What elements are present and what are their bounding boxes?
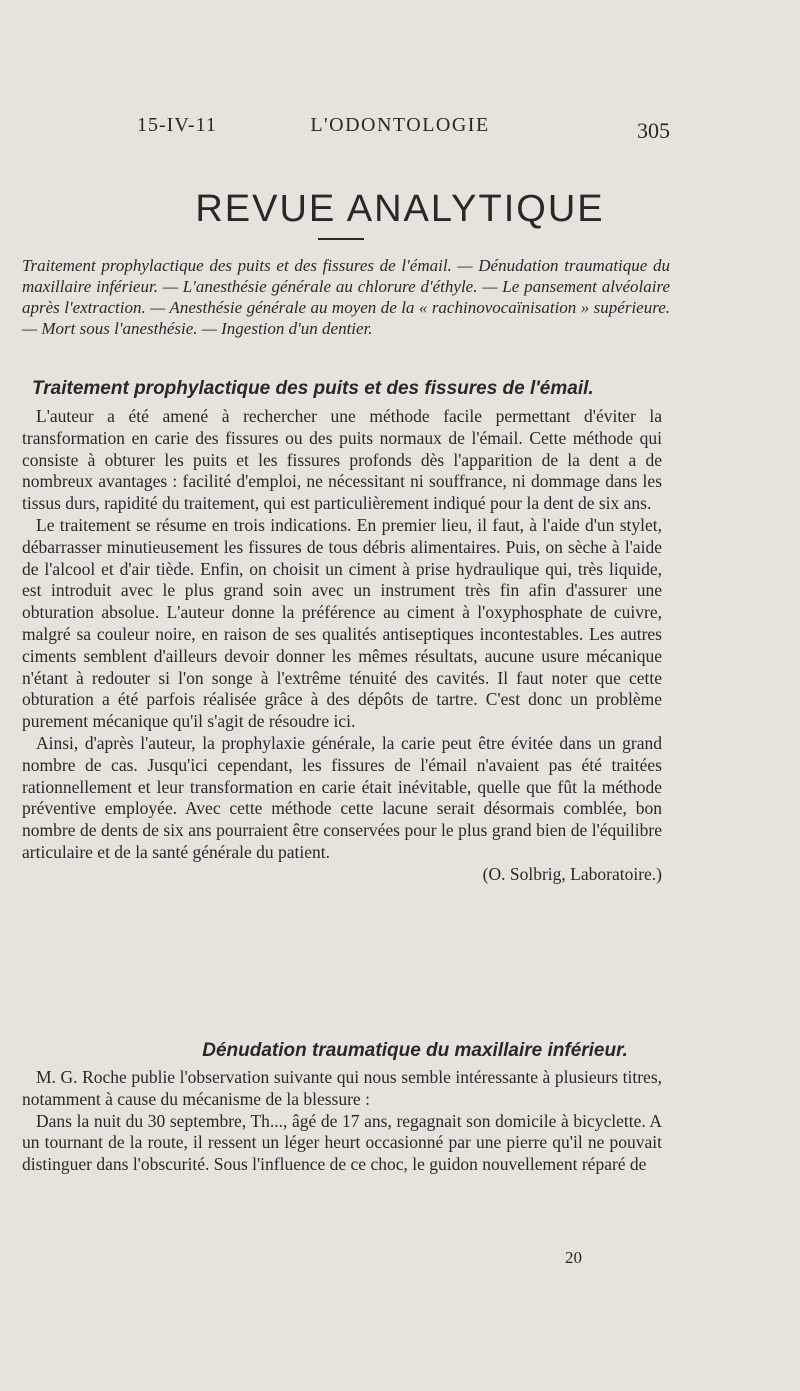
title-divider: [318, 238, 364, 240]
paragraph: Dans la nuit du 30 septembre, Th..., âgé de 17 ans, regagnait son domicile à bicyclette. A un tournant de la route, il ressent un léger heurt occasionné par une pierre qu'il ne pouvait distinguer dans l'obscurité. Sous l'influence de ce choc, le guidon nouvellement réparé de: [22, 1110, 662, 1175]
paragraph: [22, 733, 662, 886]
section-heading-denudation: Dénudation traumatique du maxillaire inférieur.: [202, 1040, 628, 1061]
section-heading-prophylaxie: Traitement prophylactique des puits et des fissures de l'émail.: [32, 378, 594, 399]
section-body-prophylaxie: [22, 406, 662, 886]
page-title: REVUE ANALYTIQUE: [195, 188, 605, 230]
paragraph: L'auteur a été amené à rechercher une méthode facile permettant d'éviter la transformation en carie des fissures ou des puits normaux de l'émail. Cette méthode qui consiste à obturer les puits et les fissures profonds dès l'apparition de la dent a de nombreux avantages : facilité d'emploi, ne nécessitant ni souffrance, ni dommage dans les tissus durs, rapidité du traitement, qui est particulièrement indiqué pour la dent de six ans.: [22, 406, 662, 514]
paragraph: M. G. Roche publie l'observation suivante qui nous semble intéressante à plusieurs titres, notamment à cause du mécanisme de la blessure :: [22, 1067, 662, 1109]
journal-name: L'ODONTOLOGIE: [310, 114, 490, 136]
citation: (O. Solbrig, Laboratoire.): [482, 863, 662, 884]
paragraph: Le traitement se résume en trois indications. En premier lieu, il faut, à l'aide d'un stylet, débarrasser minutieusement les fissures de tous débris alimentaires. Puis, on sèche à l'aide de l'alcool et d'air tiède. Enfin, on choisit un ciment à prise hydraulique qui, très liquide, est introduit avec le plus grand soin avec un instrument très fin afin d'assurer une obturation absolue. L'auteur donne la préférence au ciment à l'oxyphosphate de cuivre, malgré sa couleur noire, en raison de ses qualités antiseptiques incontestables. Les autres ciments semblent d'ailleurs devoir donner les mêmes résultats, aucune usure mécanique n'étant à redouter si l'on songe à l'extrême ténuité des cavités. Il faut noter que cette obturation a été parfois réalisée grâce à des dépôts de tartre. C'est donc un problème purement mécanique qu'il s'agit de résoudre ici.: [22, 514, 662, 732]
signature-mark: 20: [565, 1248, 582, 1267]
paragraph-text: Ainsi, d'après l'auteur, la prophylaxie générale, la carie peut être évitée dans un grand nombre de cas. Jusqu'ici cependant, les fissures de l'émail n'avaient pas été traitées rationnellement et leur transformation en carie était inévitable, quelle que fût la méthode préventive employée. Avec cette méthode cette lacune serait désormais comblée, bon nombre de dents de six ans pourraient être conservées pour le plus grand bien de l'équilibre articulaire et de la santé générale du patient.: [22, 732, 662, 862]
contents-summary: Traitement prophylactique des puits et des fissures de l'émail. — Dénudation traumatique du maxillaire inférieur. — L'anesthésie générale au chlorure d'éthyle. — Le pansement alvéolaire après l'extraction. — Anesthésie générale au moyen de la « rachinovocaïnisation » supérieure. — Mort sous l'anesthésie. — Ingestion d'un dentier.: [22, 256, 670, 338]
running-head: [0, 114, 800, 144]
issue-date: 15-IV-11: [137, 114, 217, 136]
page-number: 305: [637, 118, 670, 143]
section-body-denudation: [22, 1067, 662, 1176]
